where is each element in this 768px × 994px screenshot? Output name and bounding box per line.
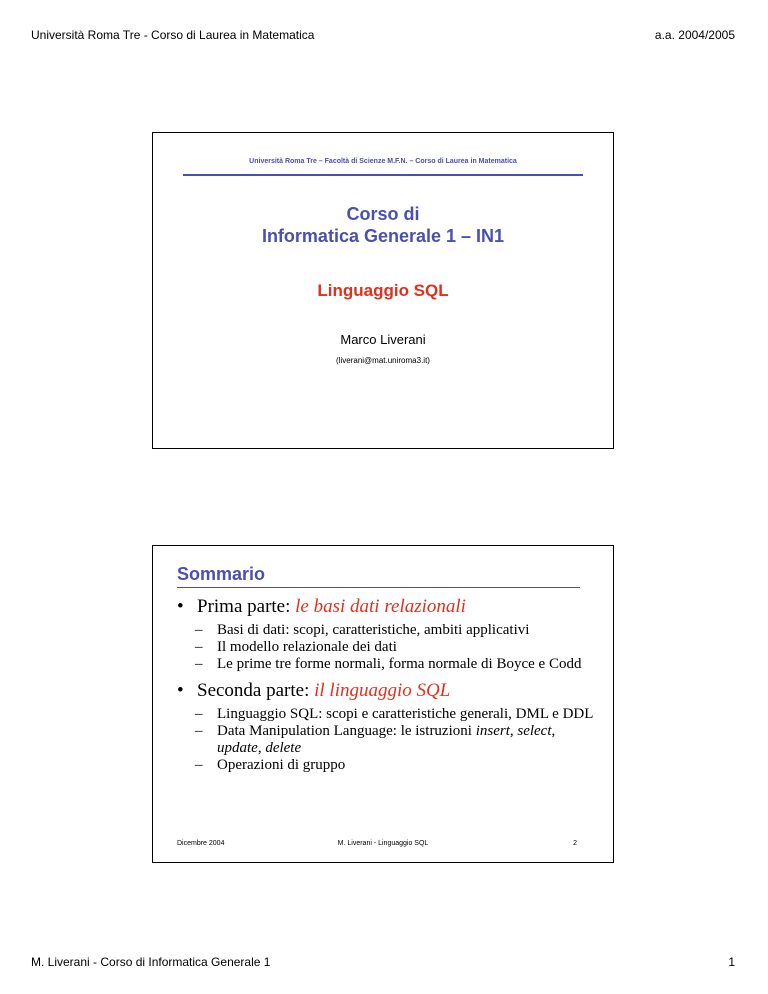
sub-item-text: Le prime tre forme normali, forma normale di Boyce e Codd (217, 656, 582, 672)
dash: – (195, 639, 203, 655)
bullet-emphasis: le basi dati relazionali (295, 596, 466, 617)
bullet-prefix: Seconda parte: (197, 680, 315, 701)
dash: – (195, 622, 203, 638)
slide2-footer-center: M. Liverani - Linguaggio SQL (337, 840, 429, 847)
slide2-title: Sommario (177, 564, 266, 584)
slide1-divider (183, 174, 583, 176)
slide1-title-line2: Informatica Generale 1 – IN1 (261, 226, 505, 246)
page-header-left: Università Roma Tre - Corso di Laurea in Matematica (31, 28, 315, 42)
bullet-dot: • (177, 680, 184, 701)
slide2-content (177, 596, 597, 774)
page-header-right: a.a. 2004/2005 (654, 28, 735, 42)
slide-sommario (152, 545, 614, 863)
keyword-delete: delete (265, 740, 302, 756)
slide1-title (153, 203, 613, 247)
bullet-dot: • (177, 596, 184, 617)
slide1-author: Marco Liverani (340, 332, 426, 347)
sub-item (177, 656, 597, 673)
keyword-insert: insert (475, 723, 510, 739)
separator: , (509, 723, 518, 739)
sub-item (177, 757, 597, 774)
page-footer-right: 1 (728, 955, 735, 969)
sub-item-text: Data Manipulation Language: le istruzioni (217, 723, 472, 739)
slide1-subtitle: Linguaggio SQL (317, 281, 449, 300)
separator: , (257, 740, 266, 756)
slide1-email: (liverani@mat.uniroma3.it) (336, 356, 430, 365)
slide-title (152, 132, 614, 449)
sub-item-text: Il modello relazionale dei dati (217, 639, 397, 655)
dash: – (195, 706, 203, 722)
slide2-footer-date: Dicembre 2004 (177, 840, 225, 847)
slide1-title-line1: Corso di (346, 204, 420, 224)
sub-item (177, 723, 597, 757)
bullet-prefix: Prima parte: (197, 596, 296, 617)
slide2-footer-page: 2 (573, 840, 577, 847)
slide2-divider (177, 587, 580, 588)
sub-item (177, 639, 597, 656)
sub-item-text: Operazioni di gruppo (217, 757, 346, 773)
page-footer-left: M. Liverani - Corso di Informatica Generale 1 (31, 955, 271, 969)
keyword-update: update (217, 740, 258, 756)
sub-item (177, 622, 597, 639)
slide1-heading: Università Roma Tre – Facoltà di Scienze M.F.N. – Corso di Laurea in Matematica (249, 158, 517, 165)
dash: – (195, 656, 203, 672)
bullet-prima-parte (177, 596, 597, 618)
keyword-select: select (517, 723, 552, 739)
sub-item (177, 706, 597, 723)
bullet-emphasis: il linguaggio SQL (314, 680, 451, 701)
dash: – (195, 757, 203, 773)
sub-item-text: Basi di dati: scopi, caratteristiche, ambiti applicativi (217, 622, 530, 638)
sub-item-text: Linguaggio SQL: scopi e caratteristiche generali, DML e DDL (217, 706, 594, 722)
separator: , (551, 723, 556, 739)
bullet-seconda-parte (177, 680, 597, 702)
dash: – (195, 723, 203, 739)
